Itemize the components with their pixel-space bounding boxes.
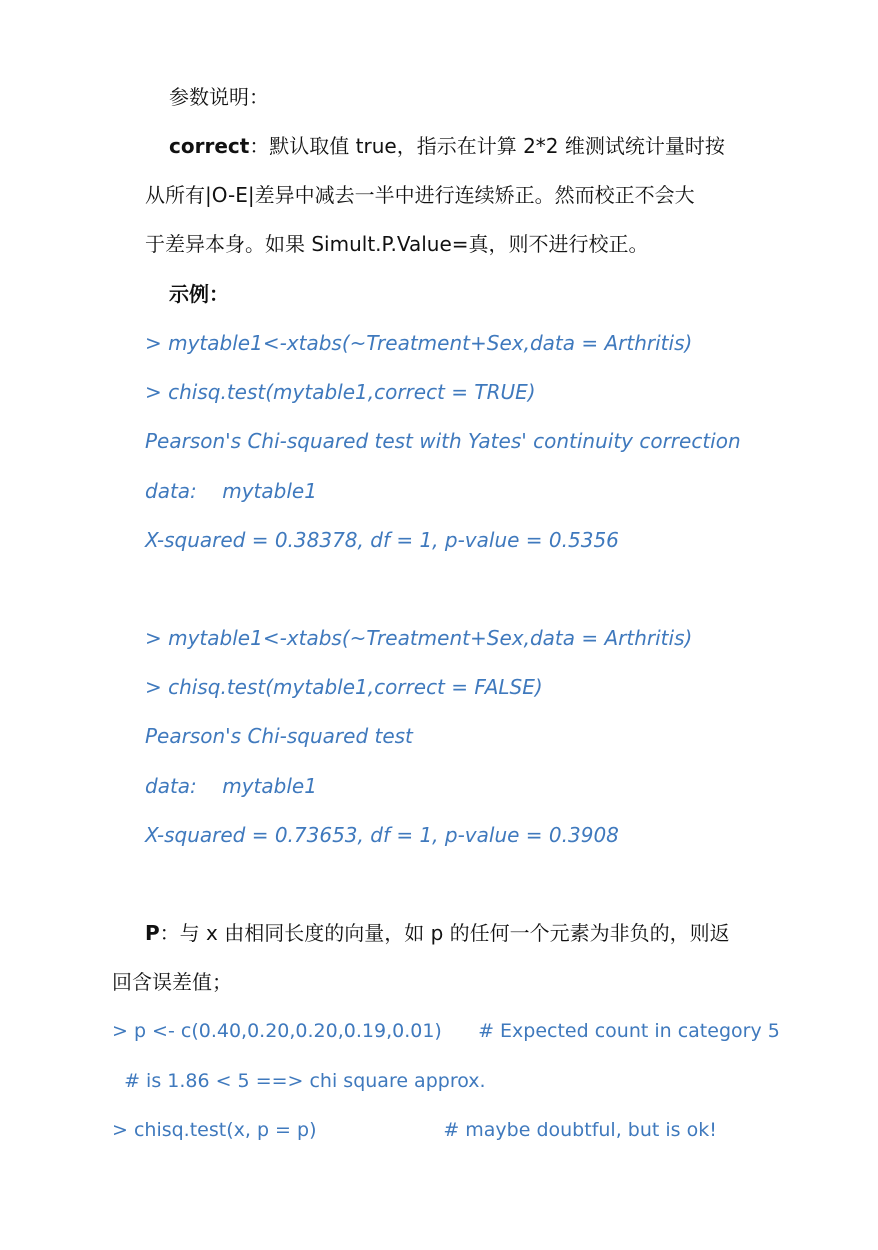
example1-line-4: data: mytable1 bbox=[145, 479, 317, 503]
example2-line-4: data: mytable1 bbox=[145, 774, 317, 798]
example1-line-3: Pearson's Chi-squared test with Yates' continuity correction bbox=[145, 429, 741, 453]
correct-desc-2: 从所有|O-E|差异中减去一半中进行连续矫正。然而校正不会大 bbox=[145, 183, 695, 207]
code3-line-1: > p <- c(0.40,0.20,0.20,0.19,0.01) # Expected count in category 5 bbox=[112, 1020, 780, 1042]
correct-desc-1: ：默认取值 true，指示在计算 2*2 维测试统计量时按 bbox=[249, 134, 725, 158]
p-paragraph-line-1 bbox=[145, 920, 730, 946]
example2-line-2: > chisq.test(mytable1,correct = FALSE) bbox=[145, 675, 543, 699]
correct-term: correct bbox=[169, 134, 250, 158]
example1-line-2: > chisq.test(mytable1,correct = TRUE) bbox=[145, 380, 536, 404]
section-heading: 参数说明： bbox=[169, 85, 269, 109]
p-term: P bbox=[145, 921, 160, 945]
p-desc-1: ：与 x 由相同长度的向量，如 p 的任何一个元素为非负的，则返 bbox=[159, 921, 730, 945]
example2-line-3: Pearson's Chi-squared test bbox=[145, 724, 413, 748]
code3-line-3: > chisq.test(x, p = p) # maybe doubtful, but is ok! bbox=[112, 1119, 717, 1141]
example1-line-5: X-squared = 0.38378, df = 1, p-value = 0.5356 bbox=[145, 528, 619, 552]
example2-line-1: > mytable1<-xtabs(~Treatment+Sex,data = Arthritis) bbox=[145, 626, 693, 650]
correct-paragraph-line-1 bbox=[169, 133, 725, 159]
code3-line-2: # is 1.86 < 5 ==> chi square approx. bbox=[112, 1070, 486, 1092]
example-label: 示例： bbox=[169, 282, 229, 306]
p-desc-2: 回含误差值； bbox=[112, 970, 232, 994]
example2-line-5: X-squared = 0.73653, df = 1, p-value = 0.3908 bbox=[145, 823, 619, 847]
example1-line-1: > mytable1<-xtabs(~Treatment+Sex,data = Arthritis) bbox=[145, 331, 693, 355]
correct-desc-3: 于差异本身。如果 Simult.P.Value=真，则不进行校正。 bbox=[145, 232, 649, 256]
